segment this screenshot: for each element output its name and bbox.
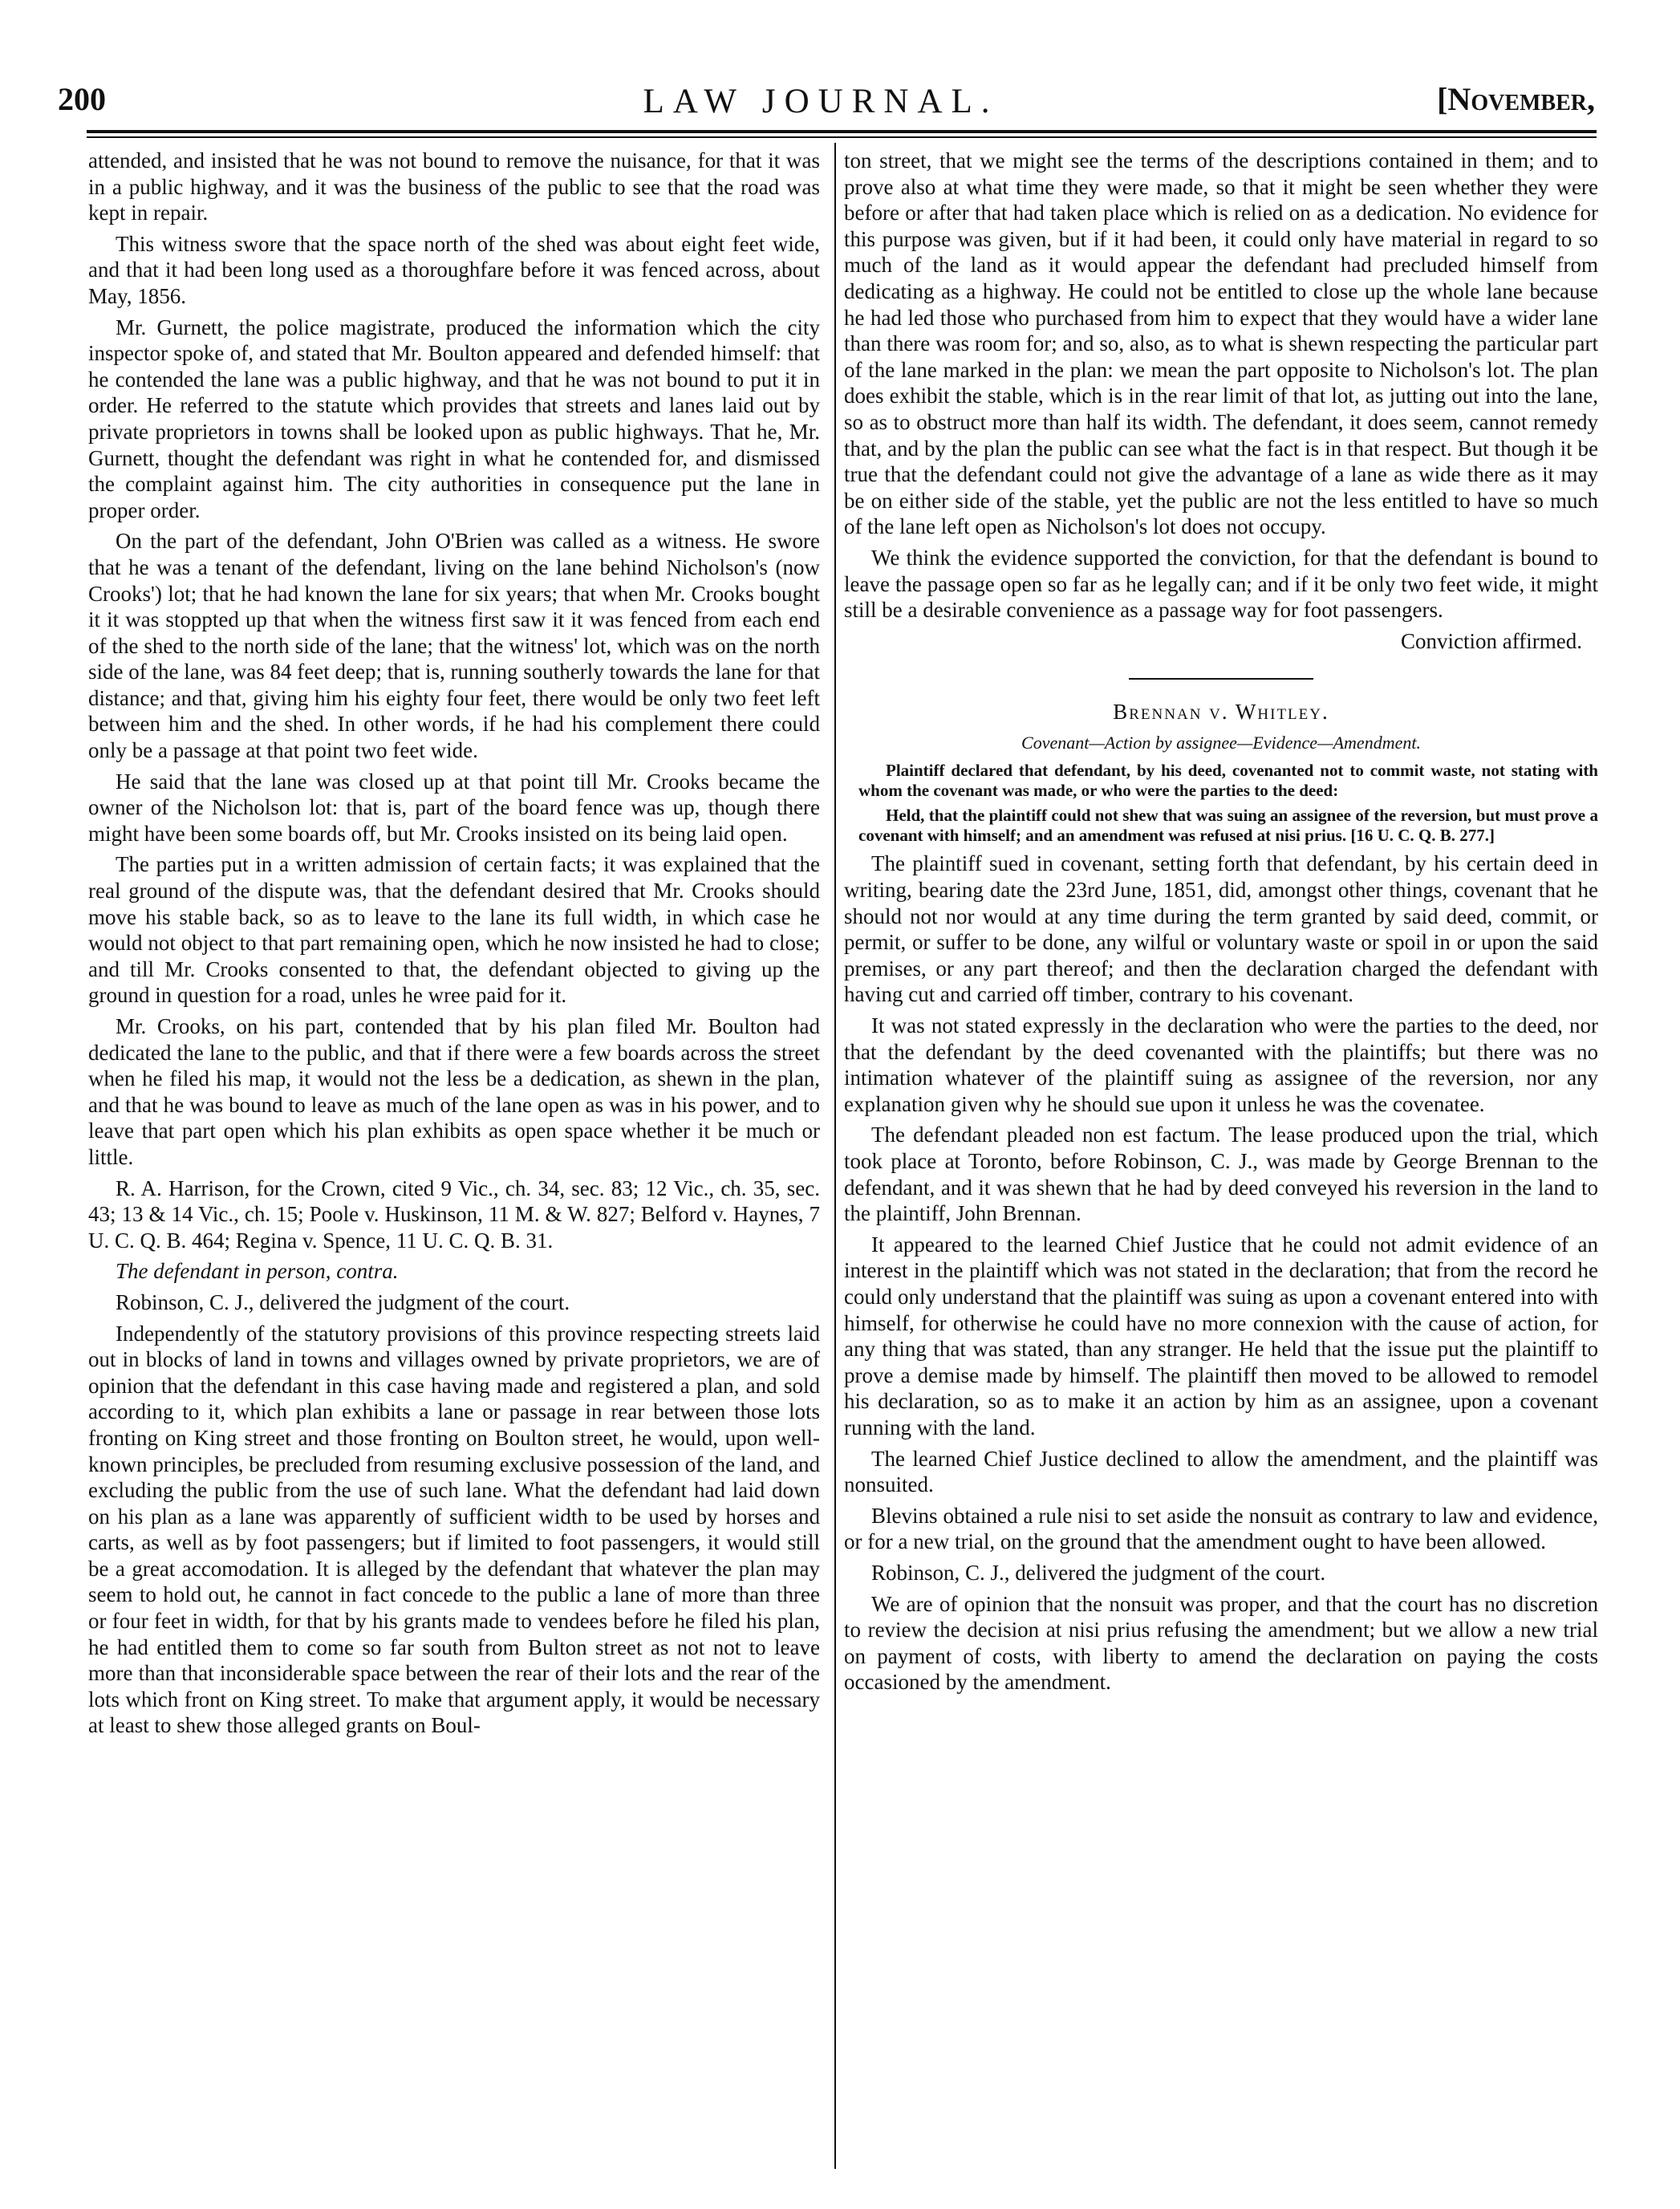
paragraph: We think the evidence supported the conviction, for that the defendant is bound to leave the passage open so far as he legally can; and if it be only two feet wide, it might still be a desirable convenience as a passage way for foot passengers. bbox=[844, 545, 1598, 623]
paragraph: We are of opinion that the nonsuit was proper, and that the court has no discretion to review the decision at nisi prius refusing the amendment; but we allow a new trial on payment of costs, with liberty to amend the declaration on paying the costs occasioned by the amendment. bbox=[844, 1591, 1598, 1695]
judgment-line: Robinson, C. J., delivered the judgment of the court. bbox=[871, 1560, 1326, 1585]
left-column bbox=[88, 148, 820, 1744]
paragraph: The plaintiff sued in covenant, setting forth that defendant, by his certain deed in writing, bearing date the 23rd June, 1851, did, amongst other things, covenant that he should not nor would at any time during the term granted by said deed, commit, or permit, or suffer to be done, any wilful or voluntary waste or spoil in or upon the said premises, or any part thereof; and then the declaration charged the defendant with having cut and carried off timber, contrary to his covenant. bbox=[844, 851, 1598, 1007]
page-number: 200 bbox=[58, 81, 106, 117]
paragraph: Mr. Crooks, on his part, contended that by his plan filed Mr. Boulton had dedicated the lane to the public, and that if there were a few boards across the street when he filed his map, it would not the less be a dedication, as shewn in the plan, and that he was bound to leave as much of the lane open as was in his power, and to leave that part open which his plan exhibits as open space whether it be much or little. bbox=[88, 1014, 820, 1169]
paragraph: ton street, that we might see the terms of the descriptions contained in them; and to prove also at what time they were made, so that it might be seen whether they were before or after that had taken place which is relied on as a dedication. No evidence for this purpose was given, but if it had been, it could only have material in regard to so much of the land as it would appear the defendant had precluded himself from dedicating as a highway. He could not be entitled to close up the whole lane because he had led those who purchased from him to expect that they would have a wider lane than there was room for; and so, also, as to what is shewn respecting the particular part of the lane marked in the plan: we mean the part opposite to Nicholson's lot. The plan does exhibit the stable, which is in the rear limit of that lot, as jutting out into the lane, so as to obstruct more than half its width. The defendant, it does seem, cannot remedy that, and by the plan the public can see what the fact is in that respect. But though it be true that the defendant could not give the advantage of a lane as wide there as it may be on either side of the stable, yet the public are not the less entitled to have so much of the lane left open as Nicholson's lot does not occupy. bbox=[844, 148, 1598, 539]
case-tags: Covenant—Action by assignee—Evidence—Amendment. bbox=[1021, 732, 1421, 753]
paragraph: On the part of the defendant, John O'Brien was called as a witness. He swore that he was a tenant of the defendant, living on the lane behind Nicholson's (now Crooks') lot; that he had known the lane for six years; that when Mr. Crooks bought it it was stoppted up that when the witness first saw it it was fenced from each end of the shed to the north side of the lane; that the witness' lot, which was on the north side of the lane, was 84 feet deep; that is, running southerly towards the lane for that distance; and that, giving him his eighty four feet, there would be only two feet left between him and the shed. In other words, if he had his complement there could only be a passage at that point two feet wide. bbox=[88, 529, 820, 763]
column-divider bbox=[834, 143, 836, 2169]
paragraph: Mr. Gurnett, the police magistrate, produced the information which the city inspector spoke of, and stated that Mr. Boulton appeared and defended himself: that he contended the lane was a public highway, and that he was not bound to put it in order. He referred to the statute which provides that streets and lanes laid out by private proprietors in towns shall be looked upon as public highways. That he, Mr. Gurnett, thought the defendant was right in what he contended for, and dismissed the complaint against him. The city authorities in consequence put the lane in proper order. bbox=[88, 315, 820, 522]
journal-title: LAW JOURNAL. bbox=[643, 83, 999, 120]
conviction-line: Conviction affirmed. bbox=[1401, 628, 1582, 653]
citations-paragraph: R. A. Harrison, for the Crown, cited 9 Vic., ch. 34, sec. 83; 12 Vic., ch. 35, sec. 43; 13 & 14 Vic., ch. 15; Poole v. Huskinson, 11 M. & W. 827; Belford v. Haynes, 7 U. C. Q. B. 464; Regina v. Spence, 11 U. C. Q. B. 31. bbox=[88, 1176, 820, 1253]
paragraph: attended, and insisted that he was not bound to remove the nuisance, for that it was in a public highway, and it was the business of the public to see that the road was kept in repair. bbox=[88, 148, 820, 225]
paragraph: The parties put in a written admission of certain facts; it was explained that the real ground of the dispute was, that the defendant desired that Mr. Crooks should move his stable back, so as to leave to the lane its full width, in which case he would not object to that part remaining open, which he now insisted he had to close; and till Mr. Crooks consented to that, the defendant objected to giving up the ground in question for a road, unles he wree paid for it. bbox=[88, 852, 820, 1008]
paragraph: The learned Chief Justice declined to allow the amendment, and the plaintiff was nonsuited. bbox=[844, 1446, 1598, 1497]
paragraph: Blevins obtained a rule nisi to set aside the nonsuit as contrary to law and evidence, or for a new trial, on the ground that the amendment ought to have been allowed. bbox=[844, 1503, 1598, 1554]
header-rule-thick bbox=[87, 130, 1597, 133]
right-column bbox=[844, 148, 1598, 1700]
paragraph: The defendant pleaded non est factum. The lease produced upon the trial, which took place at Toronto, before Robinson, C. J., was made by George Brennan to the defendant, and it was shewn that he had by deed conveyed his reversion in the land to the plaintiff, John Brennan. bbox=[844, 1123, 1598, 1226]
section-rule bbox=[1129, 678, 1313, 680]
headnote: Held, that the plaintiff could not shew that was suing an assignee of the reversion, but must prove a covenant with himself; and an amendment was refused at nisi prius. [16 U. C. Q. B. 277.] bbox=[858, 806, 1598, 846]
paragraph: It appeared to the learned Chief Justice that he could not admit evidence of an interest in the plaintiff which was not stated in the declaration; that from the record he could only understand that the plaintiff was suing as upon a covenant entered into with himself, for otherwise he could have no more connexion with the cause of action, for any thing that was stated, than any stranger. He held that the issue put the plaintiff to prove a demise made by himself. The plaintiff then moved to be allowed to remodel his declaration, so as to make it an action by him as an assignee, upon a covenant running with the land. bbox=[844, 1232, 1598, 1440]
paragraph: He said that the lane was closed up at that point till Mr. Crooks became the owner of the Nicholson lot: that is, part of the board fence was up, though there might have been some boards off, but Mr. Crooks insisted on its being laid open. bbox=[88, 769, 820, 846]
headnote: Plaintiff declared that defendant, by his deed, covenanted not to commit waste, not stating with whom the covenant was made, or who were the parties to the deed: bbox=[858, 761, 1598, 801]
paragraph: This witness swore that the space north of the shed was about eight feet wide, and that it had been long used as a thoroughfare before it was fenced across, about May, 1856. bbox=[88, 231, 820, 308]
page-header bbox=[47, 77, 1595, 127]
contra-line: The defendant in person, contra. bbox=[116, 1259, 399, 1284]
judgment-line: Robinson, C. J., delivered the judgment of the court. bbox=[116, 1289, 570, 1314]
case-title: Brennan v. Whitley. bbox=[1113, 700, 1329, 725]
issue-month: [November, bbox=[1437, 81, 1595, 117]
paragraph: It was not stated expressly in the declaration who were the parties to the deed, nor that the defendant by the deed covenanted with the plaintiffs; but there was no intimation whatever of the plaintiff suing as assignee of the reversion, nor any explanation given why he should sue upon it unless he was the covenatee. bbox=[844, 1013, 1598, 1116]
paragraph: Independently of the statutory provisions of this province respecting streets laid out in blocks of land in towns and villages owned by private proprietors, we are of opinion that the defendant in this case having made and registered a plan, and sold according to it, which plan exhibits a lane or passage in rear between those lots fronting on King street and those fronting on Boulton street, he would, upon well-known principles, be precluded from resuming exclusive possession of the land, and excluding the public from the use of such lane. What the defendant had laid down on his plan as a lane was apparently of sufficient width to be used by horses and carts, as well as by foot passengers; but if limited to foot passengers, it would still be a great accomodation. It is alleged by the defendant that whatever the plan may seem to hold out, he cannot in fact concede to the public a lane of more than three or four feet in width, for that by his grants made to vendees before he filed his plan, he had entitled them to come so far south from Bulton street as not not to leave more than that inconsiderable space between the rear of their lots and the rear of the lots which front on King street. To make that argument apply, it would be necessary at least to shew those alleged grants on Boul- bbox=[88, 1321, 820, 1738]
header-rule-thin bbox=[87, 136, 1597, 138]
